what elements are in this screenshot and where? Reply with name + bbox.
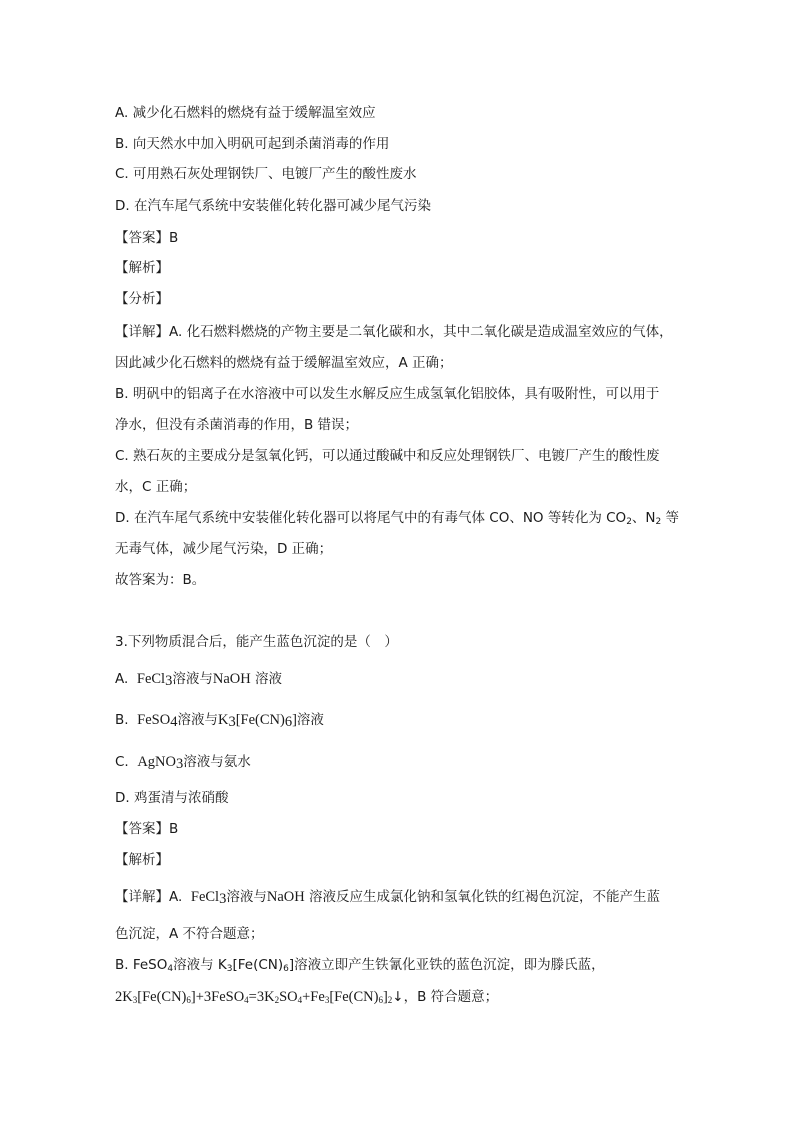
q2-detail-d-line2: 无毒气体，减少尾气污染，D 正确； xyxy=(115,541,333,557)
q2-detail-b-line1: B. 明矾中的铝离子在水溶液中可以发生水解反应生成氢氧化铝胶体，具有吸附性，可以用于 xyxy=(115,386,660,402)
q3-detail-a-line1: 【详解】A. FeCl$_3$溶液与NaOH 溶液反应生成氯化钠和氢氧化铁的红褐色沉淀，不能产生蓝 xyxy=(115,889,660,907)
q2-option-c: C. 可用熟石灰处理钢铁厂、电镀厂产生的酸性废水 xyxy=(115,166,417,182)
q3-detail-b-line1: B. FeSO$_4$溶液与 $K_3[Fe(CN)_6]$溶液立即产生铁氰化亚铁的蓝色沉淀，即为滕氏蓝， xyxy=(115,957,605,974)
q2-detail-b-line2: 净水，但没有杀菌消毒的作用，B 错误； xyxy=(115,417,359,433)
q2-conclusion: 故答案为：B。 xyxy=(115,572,206,588)
q2-detail-d-line1: D. 在汽车尾气系统中安装催化转化器可以将尾气中的有毒气体 CO、NO 等转化为 $CO_2$、$N_2$ 等 xyxy=(115,510,680,527)
q3-option-b: B. FeSO$_4$溶液与$K_3[Fe(CN)_6]$溶液 xyxy=(115,712,324,730)
q3-option-d: D. 鸡蛋清与浓硝酸 xyxy=(115,790,229,806)
q2-detail-c-line2: 水，C 正确； xyxy=(115,479,197,495)
q2-option-b: B. 向天然水中加入明矾可起到杀菌消毒的作用 xyxy=(115,136,390,152)
q3-stem: 3.下列物质混合后，能产生蓝色沉淀的是（ ） xyxy=(115,634,398,650)
q3-option-a: A. FeCl$_3$溶液与NaOH 溶液 xyxy=(115,671,282,689)
q3-analysis-heading: 【解析】 xyxy=(115,852,169,868)
q2-option-d: D. 在汽车尾气系统中安装催化转化器可减少尾气污染 xyxy=(115,198,431,214)
q2-analysis-heading: 【解析】 xyxy=(115,260,169,276)
q3-answer: 【答案】B xyxy=(115,821,179,837)
q2-detail-c-line1: C. 熟石灰的主要成分是氢氧化钙，可以通过酸碱中和反应处理钢铁厂、电镀厂产生的酸性废 xyxy=(115,448,660,464)
q3-option-c: C. AgNO$_3$溶液与氨水 xyxy=(115,754,251,772)
q2-detail-a-line2: 因此减少化石燃料的燃烧有益于缓解温室效应，A 正确； xyxy=(115,355,453,371)
q2-option-a: A. 减少化石燃料的燃烧有益于缓解温室效应 xyxy=(115,105,376,121)
q3-equation: $2K_3[Fe(CN)_6]+3FeSO_4=3K_2SO_4+Fe_3[Fe(CN)_6]_2↓$，B 符合题意； xyxy=(115,989,499,1005)
q2-answer: 【答案】B xyxy=(115,230,179,246)
q2-detail-a-line1: 【详解】A. 化石燃料燃烧的产物主要是二氧化碳和水，其中二氧化碳是造成温室效应的气体， xyxy=(115,324,673,340)
q3-detail-a-line2: 色沉淀，A 不符合题意； xyxy=(115,926,264,942)
q2-fenxi-heading: 【分析】 xyxy=(115,291,169,307)
